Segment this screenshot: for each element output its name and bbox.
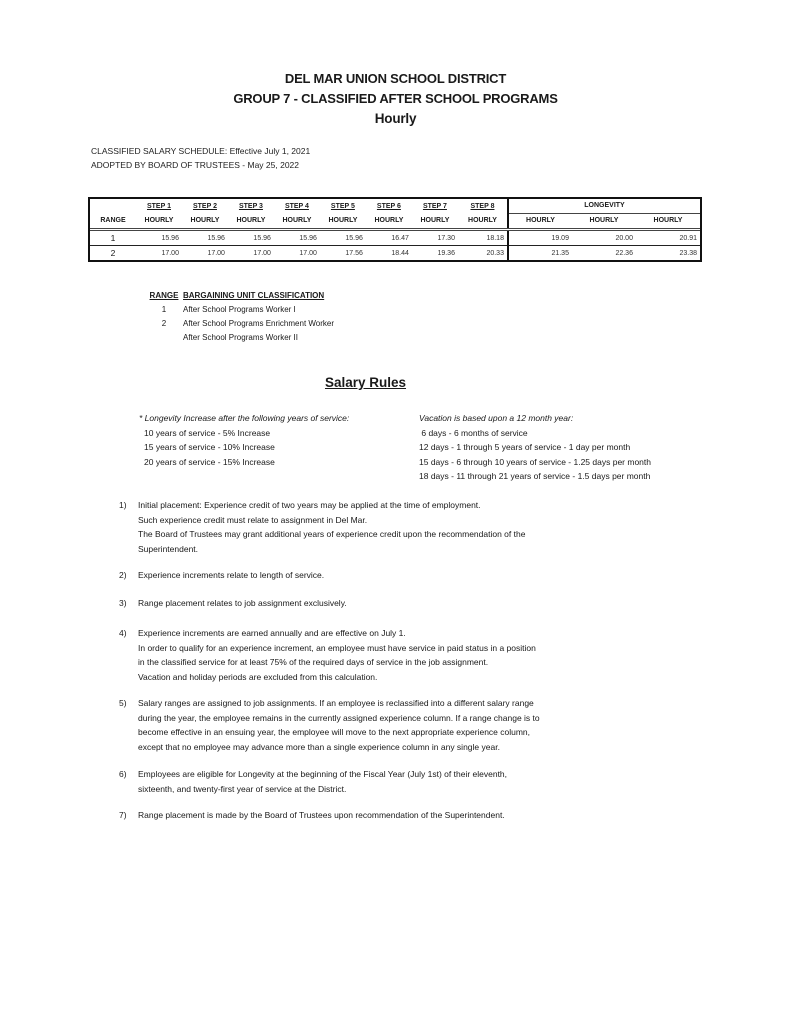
classification-range: 2 <box>161 319 167 328</box>
rule-number: 4) <box>119 628 127 638</box>
rate-cell: 17.00 <box>253 249 271 257</box>
classification-range <box>145 333 183 347</box>
longevity-cell: 20.00 <box>572 229 636 245</box>
vacation-item: 15 days - 6 through 10 years of service - 1.25 days per month <box>419 456 651 467</box>
rate-cell: 17.00 <box>299 249 317 257</box>
classification-name-header: BARGAINING UNIT CLASSIFICATION <box>183 291 325 300</box>
rate-cell: 17.30 <box>412 229 458 245</box>
period-title: Hourly <box>374 111 417 126</box>
longevity-cell: 19.09 <box>508 229 572 245</box>
header-step: STEP 4 <box>284 202 309 210</box>
rule-line: during the year, the employee remains in the currently assigned experience column. If a range change is to <box>138 712 540 723</box>
rate-cell: 19.36 <box>437 249 455 257</box>
rule-line: Range placement is made by the Board of Trustees upon recommendation of the Superintendent. <box>138 810 505 820</box>
rate-cell: 18.44 <box>391 249 409 257</box>
header-hourly: HOURLY <box>458 213 508 229</box>
header-hourly: HOURLY <box>320 213 366 229</box>
header-step: STEP 1 <box>146 202 171 210</box>
rate-cell: 15.96 <box>320 229 366 245</box>
rate-cell: 18.18 <box>458 229 508 245</box>
classification-name: After School Programs Worker II <box>183 333 298 342</box>
salary-rules-title: Salary Rules <box>324 375 407 390</box>
longevity-cell: 22.36 <box>615 249 633 257</box>
rule-5 <box>119 696 719 754</box>
header-hourly: HOURLY <box>636 213 700 229</box>
range-cell: 1 <box>90 229 136 245</box>
header-step: STEP 8 <box>470 202 495 210</box>
classification-name: After School Programs Worker I <box>183 305 296 314</box>
rule-2 <box>119 568 719 583</box>
rule-1 <box>119 498 719 556</box>
header-hourly: HOURLY <box>274 213 320 229</box>
header-step: STEP 3 <box>238 202 263 210</box>
rate-cell: 20.33 <box>486 249 504 257</box>
rule-line: except that no employee may advance more than a single experience column in any single year. <box>138 741 500 752</box>
rate-cell: 17.00 <box>207 249 225 257</box>
header-longevity: LONGEVITY <box>508 199 700 213</box>
adopted-date: ADOPTED BY BOARD OF TRUSTEES - May 25, 2022 <box>91 160 299 170</box>
table-row <box>90 246 700 260</box>
longevity-cell: 20.91 <box>636 229 700 245</box>
longevity-heading: * Longevity Increase after the following years of service: <box>139 413 350 423</box>
longevity-item: 15 years of service - 10% Increase <box>144 442 275 452</box>
classification-name: After School Programs Enrichment Worker <box>183 319 335 328</box>
rule-line: In order to qualify for an experience increment, an employee must have service in paid status in a position <box>138 642 536 653</box>
longevity-notes <box>139 413 349 471</box>
header-step: STEP 2 <box>192 202 217 210</box>
rate-cell: 16.47 <box>366 229 412 245</box>
rule-line: Vacation and holiday periods are excluded from this calculation. <box>138 671 378 682</box>
classification-list <box>145 291 334 347</box>
rule-number: 5) <box>119 698 127 708</box>
longevity-item: 20 years of service - 15% Increase <box>144 456 275 467</box>
header-hourly: HOURLY <box>572 213 636 229</box>
header-step: STEP 7 <box>422 202 447 210</box>
vacation-item: 18 days - 11 through 21 years of service - 1.5 days per month <box>419 471 651 481</box>
rule-3 <box>119 596 719 611</box>
rule-line: Employees are eligible for Longevity at the beginning of the Fiscal Year (July 1st) of their eleventh, <box>138 769 508 779</box>
rule-number: 6) <box>119 769 127 779</box>
table-row <box>90 229 700 245</box>
rate-cell: 17.00 <box>161 249 179 257</box>
rule-line: Such experience credit must relate to assignment in Del Mar. <box>138 514 368 525</box>
vacation-item: 12 days - 1 through 5 years of service - 1 day per month <box>419 442 631 452</box>
rule-line: Range placement relates to job assignment exclusively. <box>138 598 347 608</box>
table-header-row-steps <box>90 199 700 213</box>
rule-number: 2) <box>119 570 127 580</box>
rate-cell: 17.56 <box>345 249 363 257</box>
classification-item <box>145 333 334 347</box>
vacation-notes <box>419 413 651 486</box>
classification-item <box>145 319 334 333</box>
longevity-cell: 21.35 <box>508 246 572 260</box>
group-title: GROUP 7 - CLASSIFIED AFTER SCHOOL PROGRAMS <box>233 91 558 106</box>
rule-number: 7) <box>119 810 127 820</box>
rate-cell: 15.96 <box>136 229 182 245</box>
header-hourly: HOURLY <box>182 213 228 229</box>
header-blank <box>90 199 136 213</box>
longevity-item: 10 years of service - 5% Increase <box>144 427 271 438</box>
district-title: DEL MAR UNION SCHOOL DISTRICT <box>284 71 507 86</box>
rule-line: The Board of Trustees may grant additional years of experience credit upon the recommendation of the <box>138 529 526 539</box>
classification-range-header: RANGE <box>149 291 179 300</box>
range-cell: 2 <box>110 248 116 259</box>
table-header-row-hourly <box>90 213 700 229</box>
vacation-item: 6 days - 6 months of service <box>419 427 528 438</box>
header-hourly: HOURLY <box>136 213 182 229</box>
rule-line: Superintendent. <box>138 543 199 554</box>
rule-4 <box>119 626 719 684</box>
header-hourly: HOURLY <box>412 213 458 229</box>
rule-number: 3) <box>119 598 127 608</box>
rate-cell: 15.96 <box>228 229 274 245</box>
header-hourly: HOURLY <box>508 213 572 229</box>
longevity-cell: 23.38 <box>679 249 697 257</box>
rule-line: Initial placement: Experience credit of two years may be applied at the time of employment. <box>138 500 481 510</box>
header-hourly: HOURLY <box>228 213 274 229</box>
rate-cell: 15.96 <box>182 229 228 245</box>
rule-line: Salary ranges are assigned to job assignments. If an employee is reclassified into a different salary range <box>138 698 534 708</box>
rule-line: Experience increments are earned annually and are effective on July 1. <box>138 628 406 638</box>
rule-line: in the classified service for at least 75% of the required days of service in the job assignment. <box>138 657 489 667</box>
rule-line: become effective in an ensuing year, the employee will move to the next appropriate experience column, <box>138 727 531 737</box>
header-step: STEP 6 <box>376 202 401 210</box>
schedule-effective: CLASSIFIED SALARY SCHEDULE: Effective July 1, 2021 <box>91 146 311 156</box>
classification-range: 1 <box>161 305 167 314</box>
header-range: RANGE <box>90 213 136 229</box>
header-step: STEP 5 <box>330 202 355 210</box>
vacation-heading: Vacation is based upon a 12 month year: <box>419 413 574 423</box>
rule-line: sixteenth, and twenty-first year of service at the District. <box>138 783 347 794</box>
rule-number: 1) <box>119 500 127 510</box>
rate-cell: 15.96 <box>274 229 320 245</box>
classification-header <box>145 291 334 305</box>
rule-6 <box>119 767 719 796</box>
salary-table <box>88 197 702 262</box>
rule-line: Experience increments relate to length of service. <box>138 570 325 580</box>
classification-item <box>145 305 334 319</box>
header-hourly: HOURLY <box>366 213 412 229</box>
rule-7 <box>119 808 719 823</box>
